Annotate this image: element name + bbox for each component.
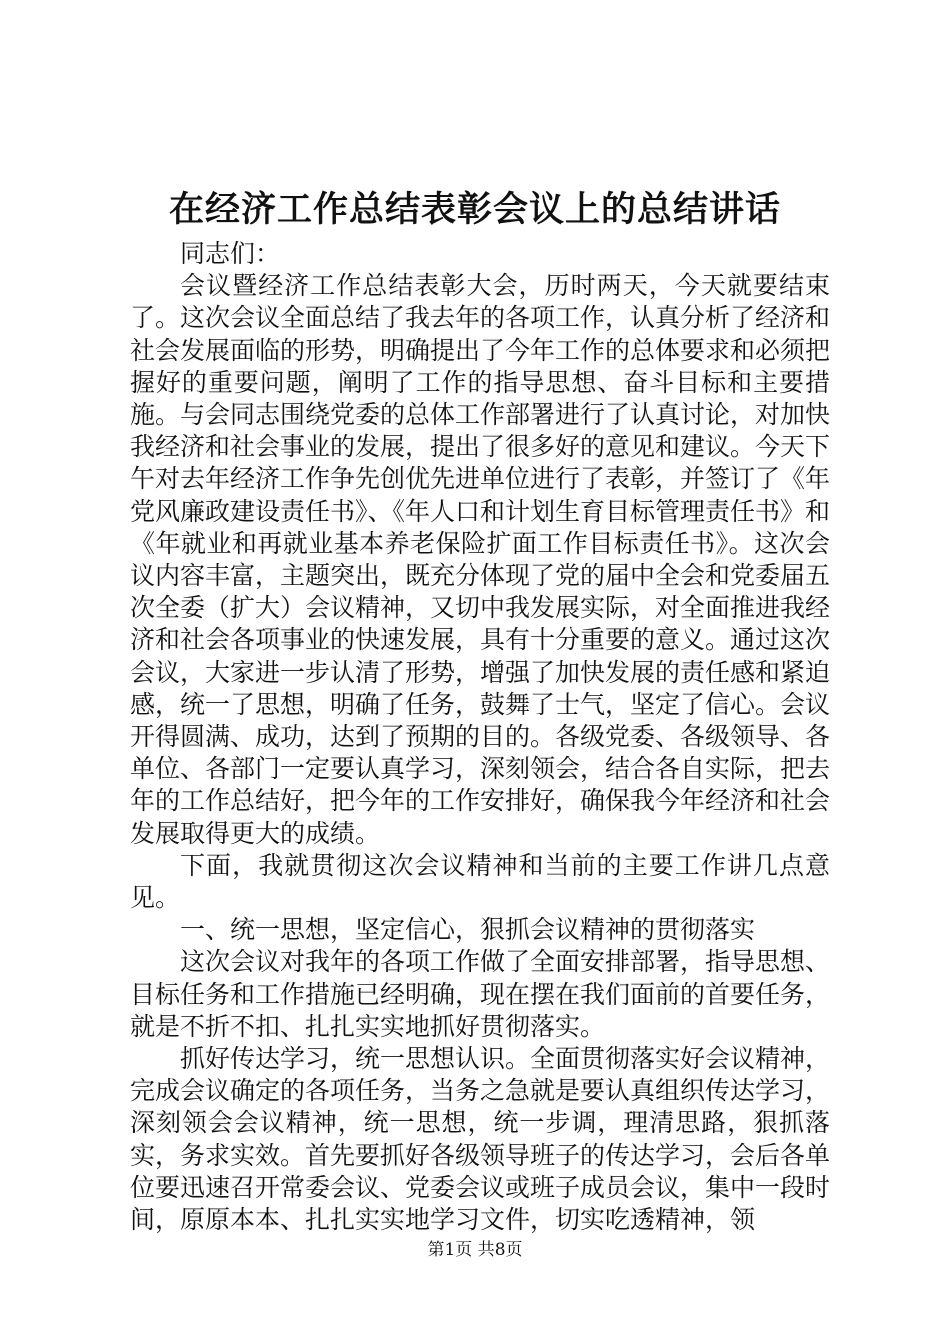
document-body: [130, 238, 830, 1236]
section-heading: 一、统一思想，坚定信心，狠抓会议精神的贯彻落实: [180, 915, 756, 945]
document-title: 在经济工作总结表彰会议上的总结讲话: [168, 189, 781, 230]
page-number-footer: 第1页 共8页: [427, 1240, 523, 1260]
section-paragraph-2: 抓好传达学习，统一思想认识。全面贯彻落实好会议精神，完成会议确定的各项任务，当务之急就是要认真组织传达学习，深刻领会会议精神，统一思想，统一步调，理清思路，狠抓落实，务求实效。首先要抓好各级领导班子的传达学习，会后各单位要迅速召开常委会议、党委会议或班子成员会议，集中一段时间，原原本本、扎扎实实地学习文件，切实吃透精神，领: [130, 1044, 831, 1235]
salutation: 同志们：: [180, 239, 281, 268]
paragraph-1: 会议暨经济工作总结表彰大会，历时两天，今天就要结束了。这次会议全面总结了我去年的各项工作，认真分析了经济和社会发展面临的形势，明确提出了今年工作的总体要求和必须把握好的重要问题，阐明了工作的指导思想、奋斗目标和主要措施。与会同志围绕党委的总体工作部署进行了认真讨论，对加快我经济和社会事业的发展，提出了很多好的意见和建议。今天下午对去年经济工作争先创优先进单位进行了表彰，并签订了《年党风廉政建设责任书》、《年人口和计划生育目标管理责任书》和《年就业和再就业基本养老保险扩面工作目标责任书》。这次会议内容丰富，主题突出，既充分体现了党的届中全会和党委届五次全委（扩大）会议精神，又切中我发展实际，对全面推进我经济和社会各项事业的快速发展，具有十分重要的意义。通过这次会议，大家进一步认清了形势，增强了加快发展的责任感和紧迫感，统一了思想，明确了任务，鼓舞了士气，坚定了信心。会议开得圆满、成功，达到了预期的目的。各级党委、各级领导、各单位、各部门一定要认真学习，深刻领会，结合各自实际，把去年的工作总结好，把今年的工作安排好，确保我今年经济和社会发展取得更大的成绩。: [130, 271, 831, 848]
section-paragraph-1: 这次会议对我年的各项工作做了全面安排部署，指导思想、目标任务和工作措施已经明确，现在摆在我们面前的首要任务，就是不折不扣、扎扎实实地抓好贯彻落实。: [130, 947, 831, 1041]
paragraph-2: 下面，我就贯彻这次会议精神和当前的主要工作讲几点意见。: [130, 850, 830, 913]
